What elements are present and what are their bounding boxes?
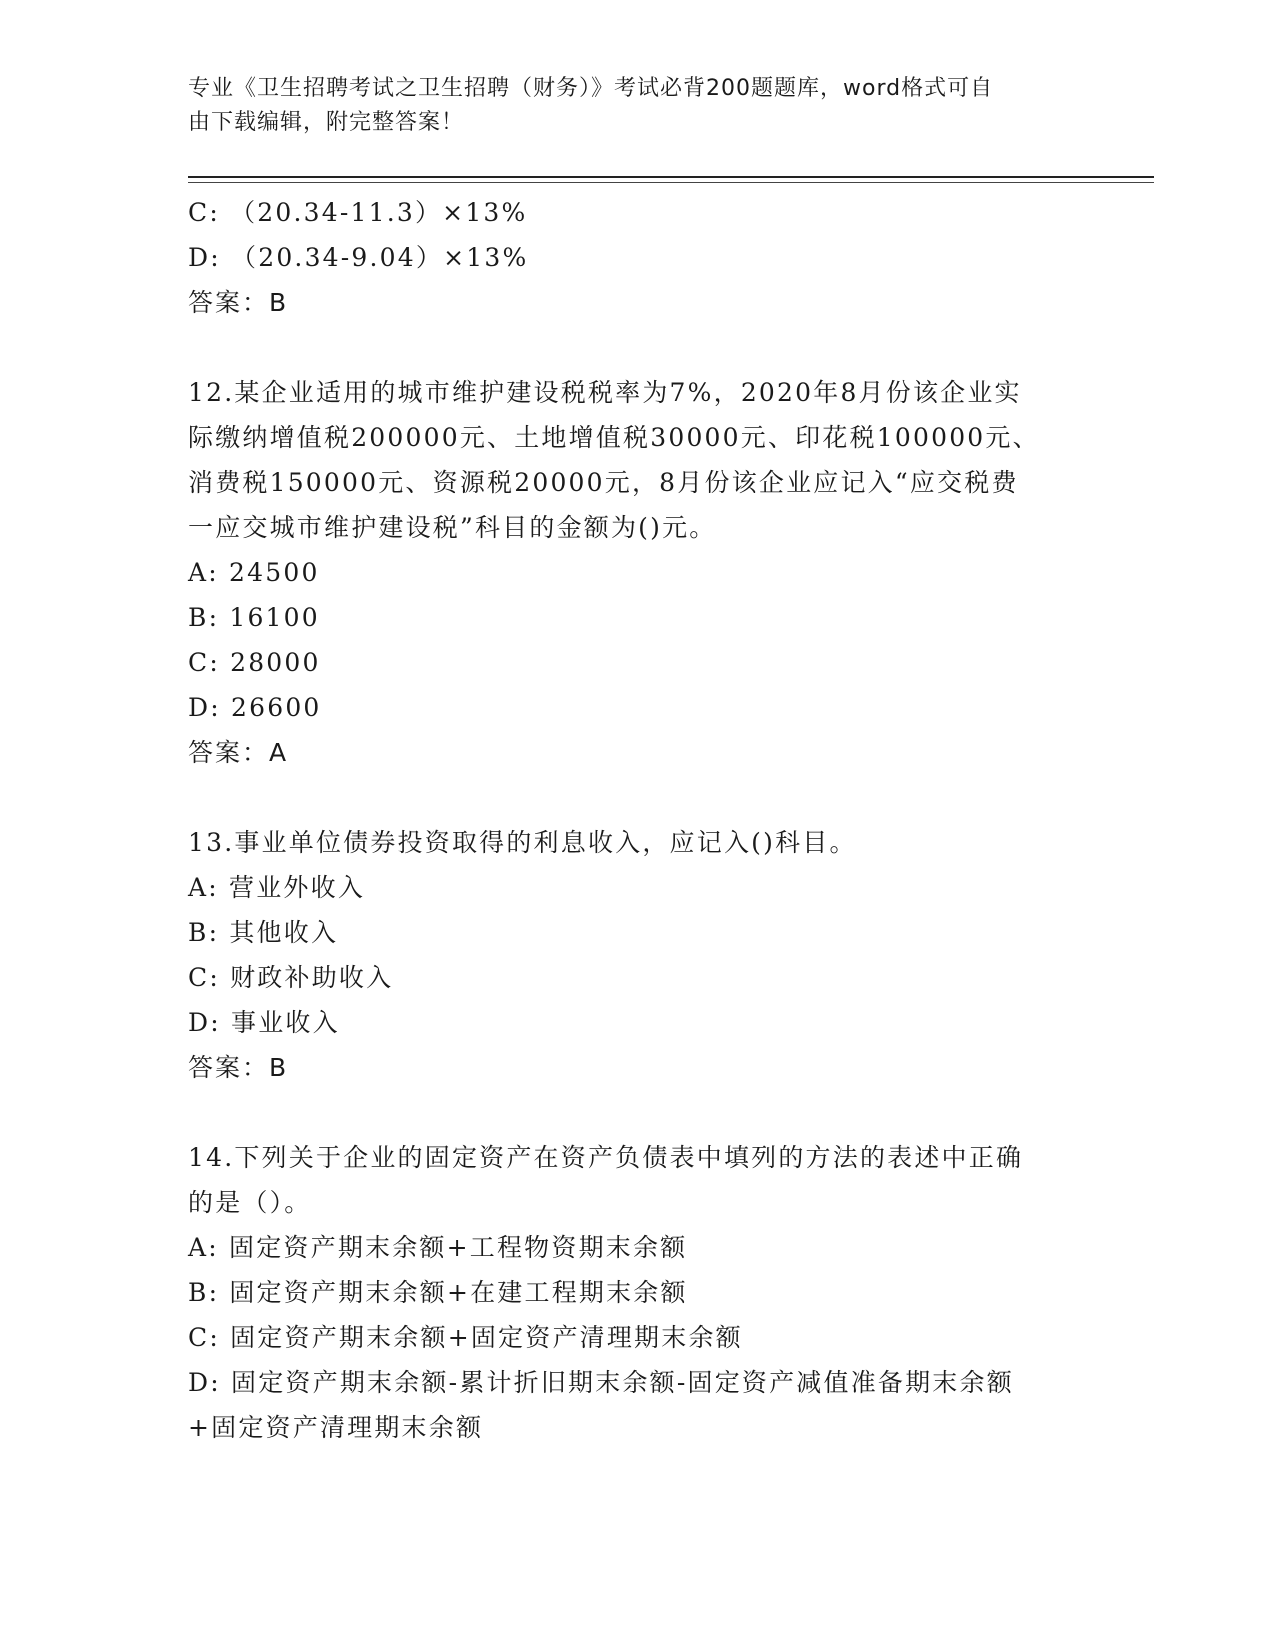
option-c: C: 28000 — [188, 648, 321, 677]
document-page — [188, 0, 1154, 1650]
header-line-2: 由下载编辑，附完整答案！ — [188, 110, 465, 135]
question-14 — [188, 1135, 1068, 1450]
question-11-continuation — [188, 190, 1068, 325]
header-line-1: 专业《卫生招聘考试之卫生招聘（财务）》考试必背200题题库，word格式可自 — [188, 76, 994, 101]
option-b: B: 其他收入 — [188, 918, 339, 947]
question-text-line: 的是（）。 — [188, 1188, 312, 1217]
question-text-line: 14.下列关于企业的固定资产在资产负债表中填列的方法的表述中正确 — [188, 1143, 1024, 1172]
answer: 答案：B — [188, 288, 289, 317]
option-c: C: 固定资产期末余额+固定资产清理期末余额 — [188, 1323, 743, 1352]
question-12 — [188, 370, 1068, 775]
option-d: D: 26600 — [188, 693, 322, 722]
spacer — [188, 1090, 1068, 1135]
question-text-line: 际缴纳增值税200000元、土地增值税30000元、印花税100000元、 — [188, 423, 1040, 452]
header-divider-thick — [188, 176, 1154, 178]
option-c: C: （20.34-11.3）×13% — [188, 198, 528, 227]
option-d: D: 固定资产期末余额-累计折旧期末余额-固定资产减值准备期末余额 — [188, 1368, 1014, 1397]
option-d: D: 事业收入 — [188, 1008, 340, 1037]
option-a: A: 营业外收入 — [188, 873, 366, 902]
header-divider-thin — [188, 182, 1154, 183]
answer: 答案：B — [188, 1053, 289, 1082]
question-text-line: 消费税150000元、资源税20000元，8月份该企业应记入“应交税费 — [188, 468, 1019, 497]
option-a: A: 24500 — [188, 558, 320, 587]
option-b: B: 16100 — [188, 603, 320, 632]
question-13 — [188, 820, 1068, 1090]
option-b: B: 固定资产期末余额+在建工程期末余额 — [188, 1278, 688, 1307]
question-text-line: 13.事业单位债券投资取得的利息收入，应记入()科目。 — [188, 828, 857, 857]
spacer — [188, 775, 1068, 820]
question-text-line: 一应交城市维护建设税”科目的金额为()元。 — [188, 513, 717, 542]
answer: 答案：A — [188, 738, 289, 767]
spacer — [188, 325, 1068, 370]
document-header — [188, 72, 1068, 140]
option-d-continuation: +固定资产清理期末余额 — [188, 1413, 484, 1442]
option-d: D: （20.34-9.04）×13% — [188, 243, 529, 272]
question-text-line: 12.某企业适用的城市维护建设税税率为7%，2020年8月份该企业实 — [188, 378, 1022, 407]
option-c: C: 财政补助收入 — [188, 963, 394, 992]
option-a: A: 固定资产期末余额+工程物资期末余额 — [188, 1233, 688, 1262]
question-list — [188, 190, 1068, 1450]
